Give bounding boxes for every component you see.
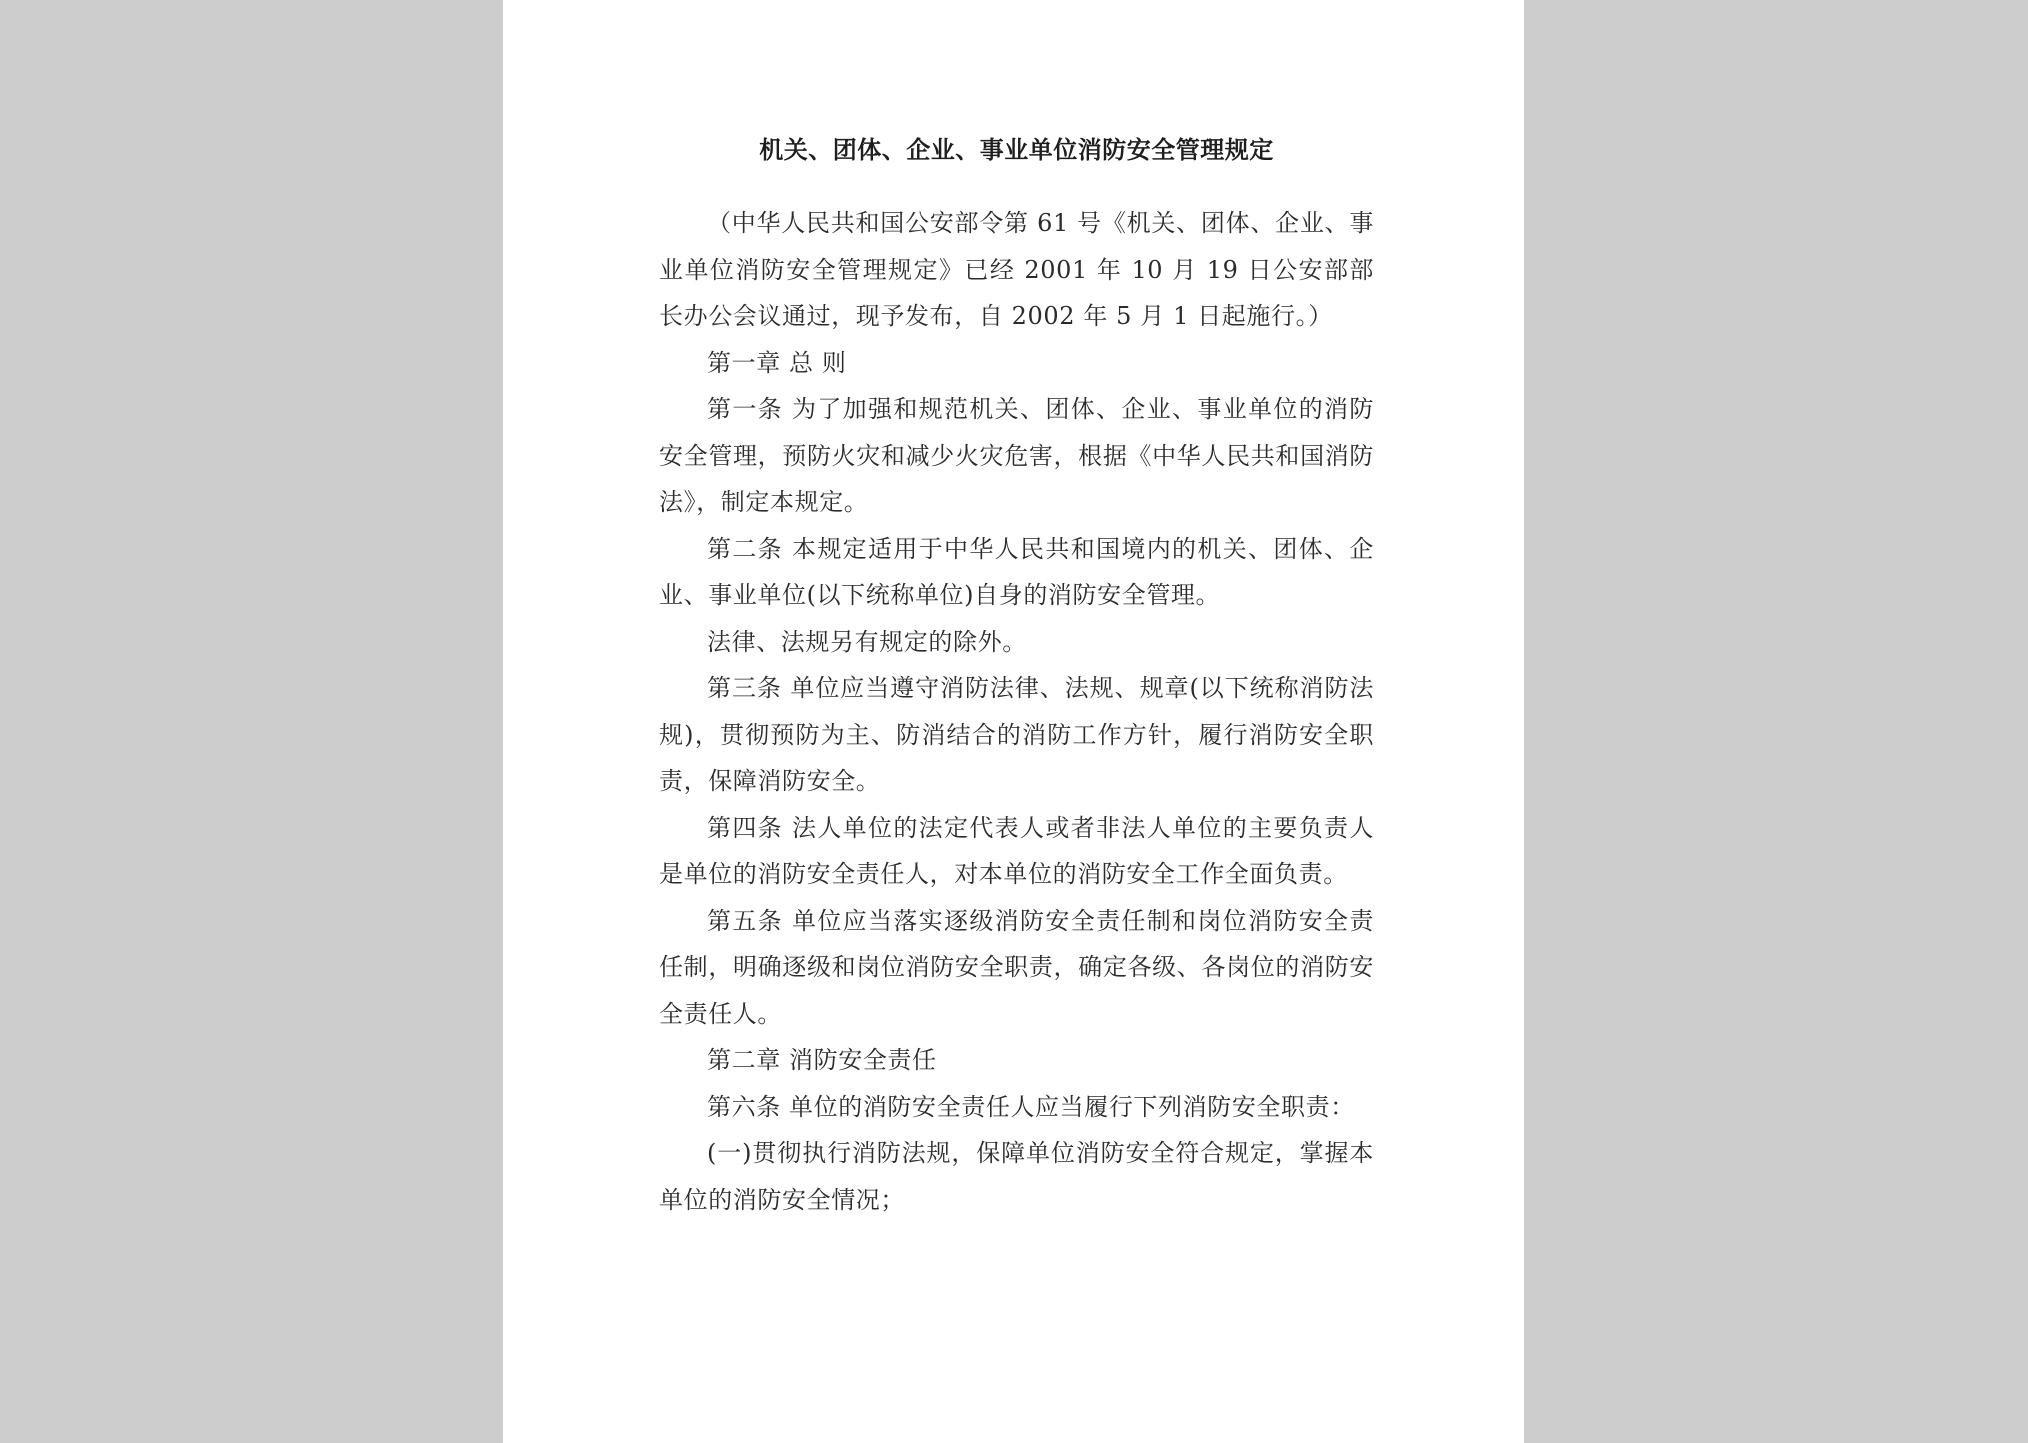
article-2: 第二条 本规定适用于中华人民共和国境内的机关、团体、企业、事业单位(以下统称单位)自身的消防安全管理。 <box>659 534 1374 609</box>
document-page <box>503 0 1524 1443</box>
article-5: 第五条 单位应当落实逐级消防安全责任制和岗位消防安全责任制，明确逐级和岗位消防安全职责，确定各级、各岗位的消防安全责任人。 <box>659 906 1374 1028</box>
document-title: 机关、团体、企业、事业单位消防安全管理规定 <box>759 135 1274 164</box>
chapter-heading-1: 第一章 总 则 <box>707 348 847 377</box>
article-2-exception: 法律、法规另有规定的除外。 <box>707 627 1027 656</box>
article-1: 第一条 为了加强和规范机关、团体、企业、事业单位的消防安全管理，预防火灾和减少火灾危害，根据《中华人民共和国消防法》，制定本规定。 <box>659 395 1374 516</box>
article-4: 第四条 法人单位的法定代表人或者非法人单位的主要负责人是单位的消防安全责任人，对本单位的消防安全工作全面负责。 <box>659 813 1374 888</box>
page-content <box>659 128 1374 1223</box>
preamble-paragraph: （中华人民共和国公安部令第 61 号《机关、团体、企业、事业单位消防安全管理规定》已经 2001 年 10 月 19 日公安部部长办公会议通过，现予发布，自 2002 年 5 月 1 日起施行。） <box>659 209 1374 330</box>
article-6: 第六条 单位的消防安全责任人应当履行下列消防安全职责： <box>707 1092 1355 1121</box>
article-6-item-1: (一)贯彻执行消防法规，保障单位消防安全符合规定，掌握本单位的消防安全情况； <box>659 1139 1374 1214</box>
chapter-heading-2: 第二章 消防安全责任 <box>707 1046 937 1074</box>
article-3: 第三条 单位应当遵守消防法律、法规、规章(以下统称消防法规)，贯彻预防为主、防消结合的消防工作方针，履行消防安全职责，保障消防安全。 <box>659 674 1374 795</box>
